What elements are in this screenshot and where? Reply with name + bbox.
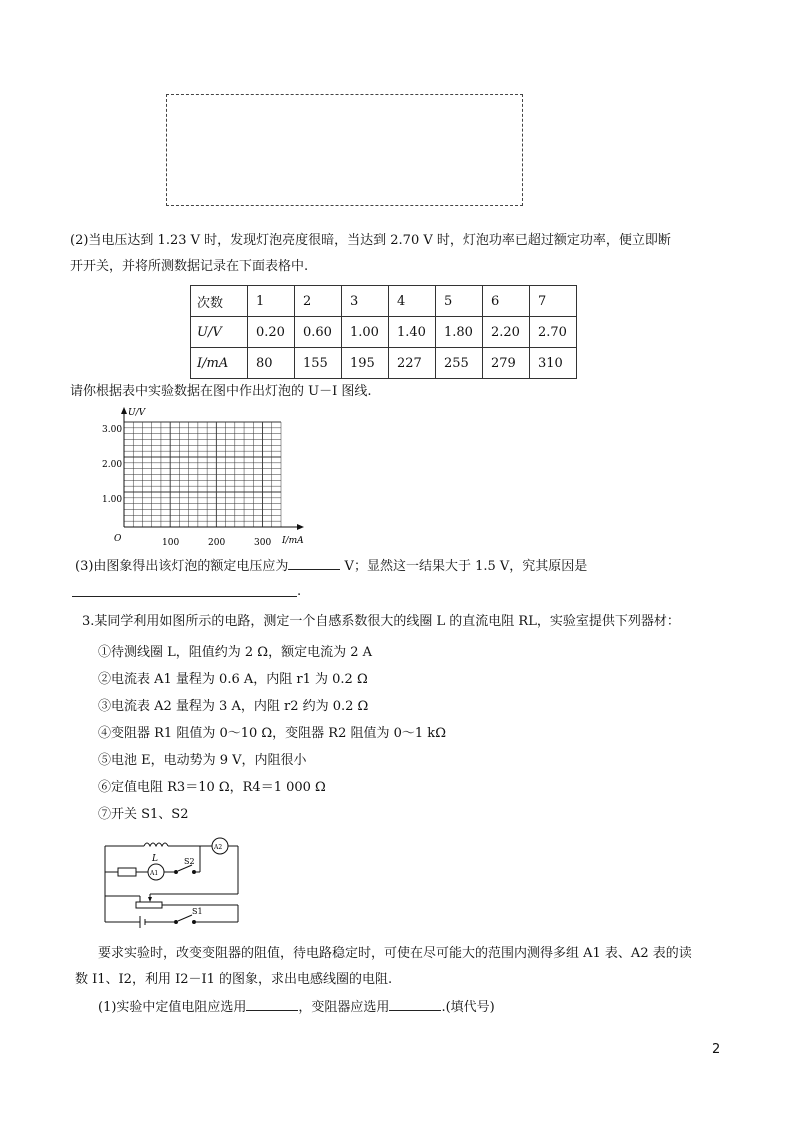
- table-cell: 2: [295, 286, 342, 317]
- table-cell: 1.80: [436, 317, 483, 348]
- q3-sub1-text-c: .(填代号): [441, 1000, 495, 1015]
- page-number: 2: [712, 1042, 721, 1057]
- y-tick-label: 1.00: [102, 495, 123, 505]
- q3-requirement-line2: 数 I1、I2，利用 I2－I1 的图象，求出电感线圈的电阻.: [75, 972, 393, 987]
- table-cell: 5: [436, 286, 483, 317]
- y-tick-label: 3.00: [102, 425, 123, 435]
- switch-s1-label: S1: [192, 907, 203, 916]
- part3-end: .: [297, 584, 302, 599]
- table-cell: 155: [295, 348, 342, 379]
- q3-intro: 3.某同学利用如图所示的电路，测定一个自感系数很大的线圈 L 的直流电阻 RL，实验室提供下列器材：: [82, 614, 680, 629]
- table-cell: 1.40: [389, 317, 436, 348]
- part2-line2: 开开关，并将所测数据记录在下面表格中.: [70, 259, 309, 274]
- q3-requirement-line1: 要求实验时，改变变阻器的阻值，待电路稳定时，可使在尽可能大的范围内测得多组 A1 表、A2 表的读: [98, 946, 692, 961]
- table-cell: 0.20: [248, 317, 295, 348]
- q3-item: ①待测线圈 L，阻值约为 2 Ω，额定电流为 2 A: [98, 645, 373, 660]
- table-cell: 1: [248, 286, 295, 317]
- x-tick-label: 300: [254, 538, 272, 548]
- q3-item: ④变阻器 R1 阻值为 0～10 Ω，变阻器 R2 阻值为 0～1 kΩ: [98, 726, 446, 741]
- answer-box: [166, 94, 523, 206]
- answer-line[interactable]: [72, 596, 297, 597]
- table-row: [191, 317, 577, 348]
- table-row: [191, 286, 577, 317]
- q3-item: ⑤电池 E，电动势为 9 V，内阻很小: [98, 753, 307, 768]
- q3-item: ⑦开关 S1、S2: [98, 807, 189, 822]
- ui-graph: [100, 405, 310, 550]
- y-axis-label: U/V: [128, 408, 146, 418]
- x-tick-label: 100: [162, 538, 180, 548]
- q3-sub1-text-b: ，变阻器应选用: [298, 1000, 390, 1015]
- switch-s1-symbol: [178, 915, 192, 921]
- answer-blank-rheostat[interactable]: [389, 998, 441, 1011]
- table-cell: 1.00: [342, 317, 389, 348]
- answer-blank-resistor[interactable]: [246, 998, 298, 1011]
- table-cell: 227: [389, 348, 436, 379]
- table-cell: 2.20: [483, 317, 530, 348]
- ammeter-a2-label: A2: [214, 844, 223, 851]
- circuit-diagram: [100, 830, 250, 930]
- q3-item: ⑥定值电阻 R3＝10 Ω，R4＝1 000 Ω: [98, 780, 326, 795]
- table-cell: 310: [530, 348, 577, 379]
- switch-s2-label: S2: [184, 857, 195, 866]
- q3-item: ③电流表 A2 量程为 3 A，内阻 r2 约为 0.2 Ω: [98, 699, 369, 714]
- table-cell: 195: [342, 348, 389, 379]
- ammeter-a1-label: A1: [150, 870, 159, 877]
- y-tick-label: 2.00: [102, 460, 123, 470]
- row-label-voltage: U/V: [191, 317, 248, 348]
- table-cell: 279: [483, 348, 530, 379]
- table-cell: 3: [342, 286, 389, 317]
- instruction-text: 请你根据表中实验数据在图中作出灯泡的 U－I 图线.: [70, 384, 372, 399]
- graph-grid: [124, 422, 281, 527]
- origin-label: O: [114, 534, 122, 544]
- x-axis-label: I/mA: [282, 536, 304, 546]
- resistor-symbol: [118, 868, 136, 876]
- table-cell: 255: [436, 348, 483, 379]
- data-table: [190, 285, 577, 379]
- table-cell: 7: [530, 286, 577, 317]
- x-tick-label: 200: [208, 538, 226, 548]
- row-label-trials: 次数: [191, 286, 248, 317]
- coil-label: L: [152, 854, 158, 864]
- x-axis-arrow: [297, 524, 304, 530]
- part3-text-a: (3)由图象得出该灯泡的额定电压应为: [75, 559, 289, 574]
- table-cell: 6: [483, 286, 530, 317]
- answer-blank[interactable]: [288, 557, 340, 570]
- coil-symbol: [144, 843, 168, 846]
- part2-text: [70, 228, 734, 280]
- q3-sub1-text-a: (1)实验中定值电阻应选用: [98, 1000, 247, 1015]
- table-cell: 4: [389, 286, 436, 317]
- table-cell: 0.60: [295, 317, 342, 348]
- q3-item: ②电流表 A1 量程为 0.6 A，内阻 r1 为 0.2 Ω: [98, 672, 368, 687]
- table-row: [191, 348, 577, 379]
- part2-line1: (2)当电压达到 1.23 V 时，发现灯泡亮度很暗，当达到 2.70 V 时，灯泡功率已超过额定功率，便立即断: [70, 233, 671, 248]
- table-cell: 2.70: [530, 317, 577, 348]
- y-axis-arrow: [121, 407, 127, 414]
- table-cell: 80: [248, 348, 295, 379]
- rheostat-symbol: [136, 902, 162, 908]
- row-label-current: I/mA: [191, 348, 248, 379]
- part3-text: [75, 554, 739, 580]
- part3-text-b: V；显然这一结果大于 1.5 V，究其原因是: [340, 559, 588, 574]
- q3-sub1: [98, 995, 762, 1021]
